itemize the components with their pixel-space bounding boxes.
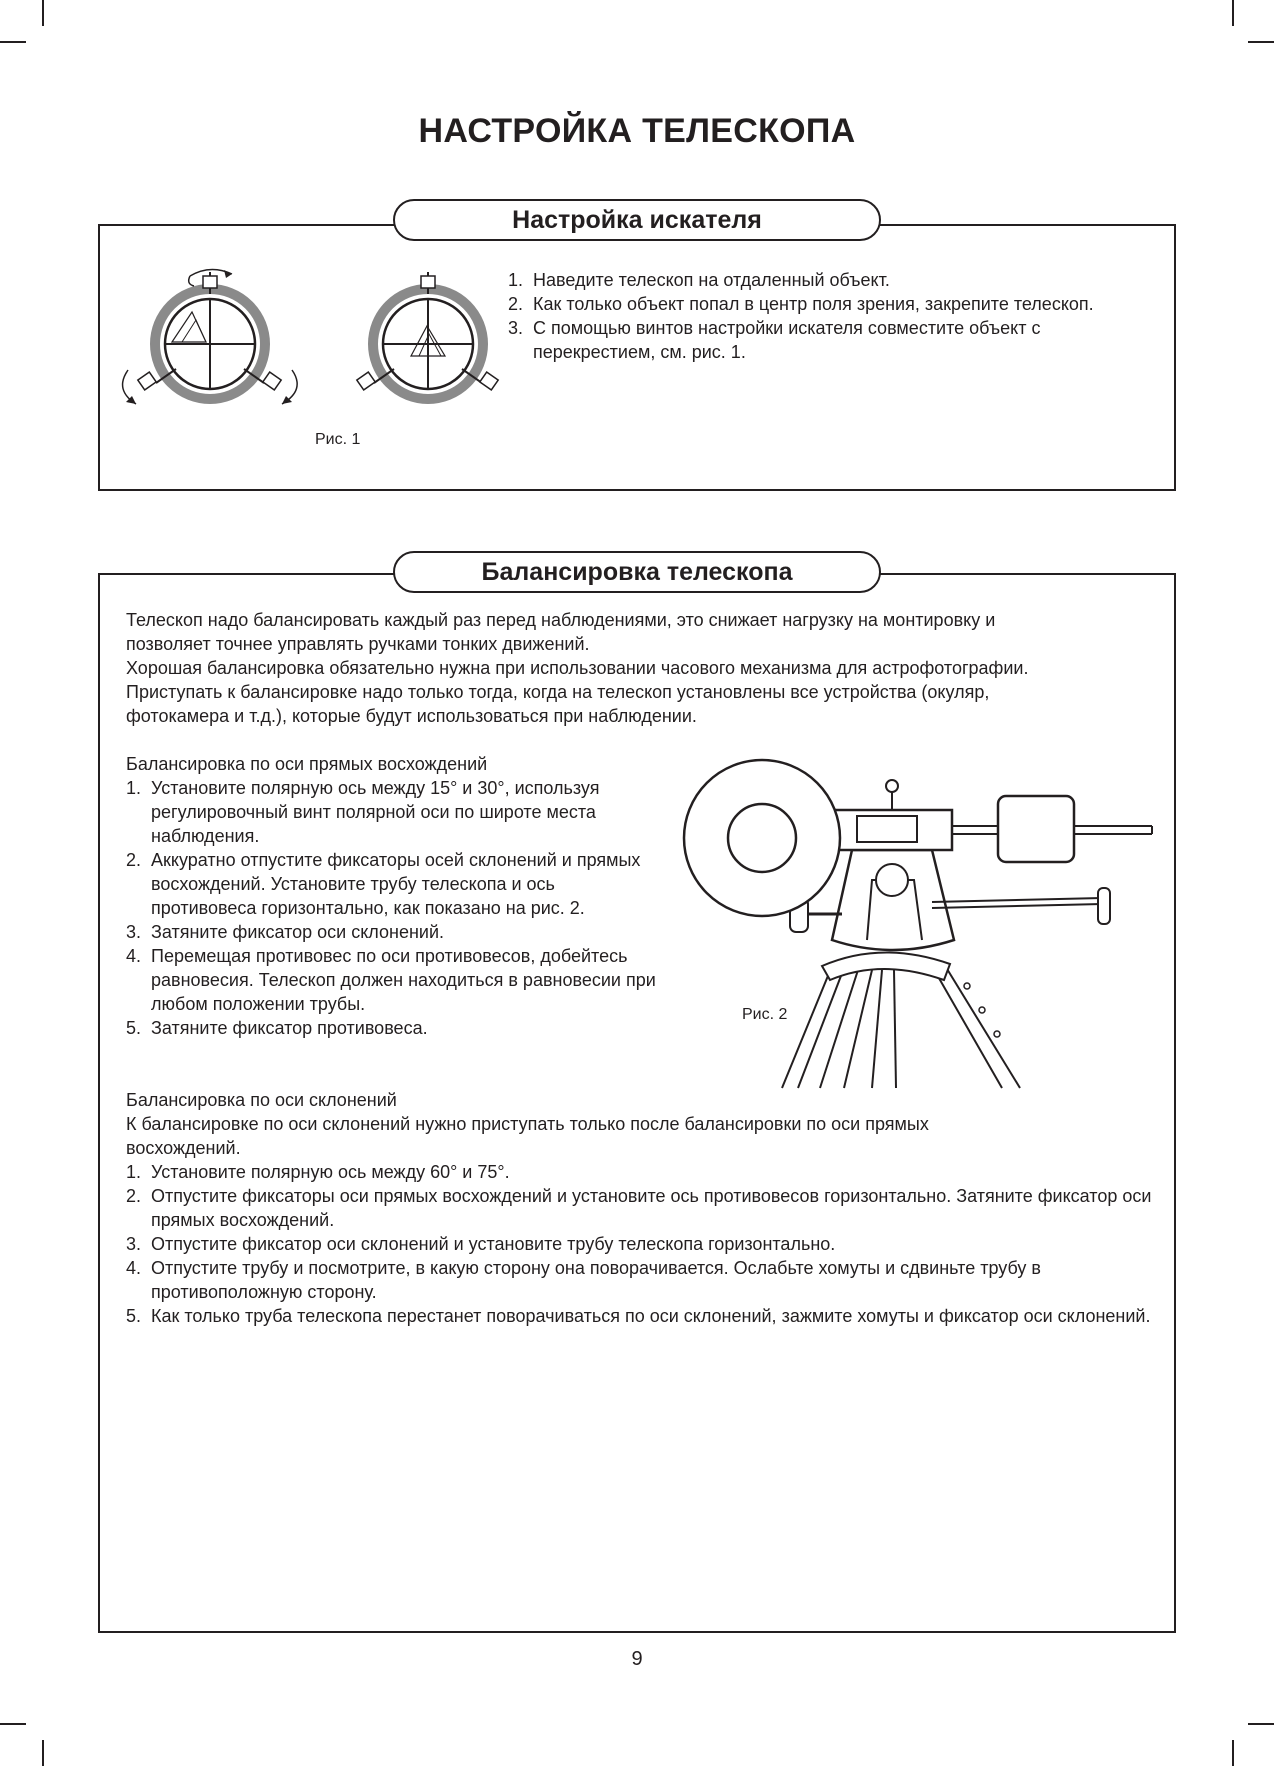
balance-section-heading: Балансировка телескопа bbox=[393, 551, 881, 593]
balance-intro-text: Телескоп надо балансировать каждый раз перед наблюдениями, это снижает нагрузку на монтировку и позволяет точнее управлять ручками тонких движений. Хорошая балансировка обязательно нужна при использовании часового механизма для астрофотографии. Приступать к балансировке надо только тогда, когда на телескоп установлены все устройства (окуляр, фотокамера и т.д.), которые будут использоваться при наблюдении. bbox=[126, 610, 1029, 726]
ra-balance-heading: Балансировка по оси прямых восхождений bbox=[126, 754, 488, 774]
finder-section-heading: Настройка искателя bbox=[393, 199, 881, 241]
list-item: 2. Отпустите фиксаторы оси прямых восхождений и установите ось противовесов горизонтально. Затяните фиксатор оси прямых восхождений. bbox=[126, 1186, 1152, 1230]
crop-mark bbox=[42, 1740, 44, 1766]
finder-reticle-aligned-icon bbox=[355, 262, 505, 412]
list-item: 2. Как только объект попал в центр поля зрения, закрепите телескоп. bbox=[508, 294, 1094, 314]
telescope-mount-icon bbox=[682, 770, 1162, 1088]
list-item: 3. С помощью винтов настройки искателя совместите объект с перекрестием, см. рис. 1. bbox=[508, 318, 1041, 362]
finder-reticle-misaligned-icon bbox=[110, 262, 310, 412]
finder-steps-list bbox=[508, 268, 1168, 364]
page-title: НАСТРОЙКА ТЕЛЕСКОПА bbox=[418, 112, 856, 150]
crop-mark bbox=[0, 1723, 26, 1725]
crop-mark bbox=[1248, 41, 1274, 43]
list-item: 4. Отпустите трубу и посмотрите, в какую сторону она поворачивается. Ослабьте хомуты и сдвиньте трубу в противоположную сторону. bbox=[126, 1258, 1041, 1302]
figure-1-caption: Рис. 1 bbox=[315, 431, 361, 448]
crop-mark bbox=[1232, 0, 1234, 26]
list-item: 3. Затяните фиксатор оси склонений. bbox=[126, 922, 445, 942]
list-item: 1. Установите полярную ось между 60° и 75°. bbox=[126, 1162, 510, 1182]
crop-mark bbox=[1232, 1740, 1234, 1766]
dec-balance-block: Балансировка по оси склонений К балансировке по оси склонений нужно приступать только после балансировки по оси прямых восхождений. 1. Установите полярную ось между 60° и 75°. 2. Отпустите фиксаторы оси прямых восхождений и установите ось противовесов горизонтально. Затяните фиксатор оси прямых восхождений. 3. Отпустите фиксатор оси склонений и установите трубу телескопа горизонтально. 4. Отпустите трубу и посмотрите, в какую сторону она поворачивается. Ослабьте хомуты и сдвиньте трубу в противоположную сторону. 5. Как только труба телескопа перестанет поворачиваться по оси склонений, зажмите хомуты и фиксатор оси склонений. bbox=[126, 1088, 1161, 1328]
list-item: 5. Как только труба телескопа перестанет поворачиваться по оси склонений, зажмите хомуты и фиксатор оси склонений. bbox=[126, 1306, 1151, 1326]
figure-2-caption: Рис. 2 bbox=[742, 1006, 788, 1023]
list-item: 3. Отпустите фиксатор оси склонений и установите трубу телескопа горизонтально. bbox=[126, 1234, 836, 1254]
list-item: 1. Установите полярную ось между 15° и 30°, используя регулировочный винт полярной оси по широте места наблюдения. bbox=[126, 778, 600, 846]
crop-mark bbox=[1248, 1723, 1274, 1725]
page-number: 9 bbox=[631, 1648, 643, 1670]
list-item: 2. Аккуратно отпустите фиксаторы осей склонений и прямых восхождений. Установите трубу телескопа и ось противовеса горизонтально, как показано на рис. 2. bbox=[126, 850, 641, 918]
dec-balance-heading: Балансировка по оси склонений bbox=[126, 1090, 397, 1110]
list-item: 5. Затяните фиксатор противовеса. bbox=[126, 1018, 428, 1038]
list-item: 1. Наведите телескоп на отдаленный объект. bbox=[508, 270, 890, 290]
list-item: 4. Перемещая противовес по оси противовесов, добейтесь равновесия. Телескоп должен находиться в равновесии при любом положении трубы. bbox=[126, 946, 656, 1014]
crop-mark bbox=[42, 0, 44, 26]
ra-balance-block bbox=[126, 752, 662, 1040]
crop-mark bbox=[0, 41, 26, 43]
